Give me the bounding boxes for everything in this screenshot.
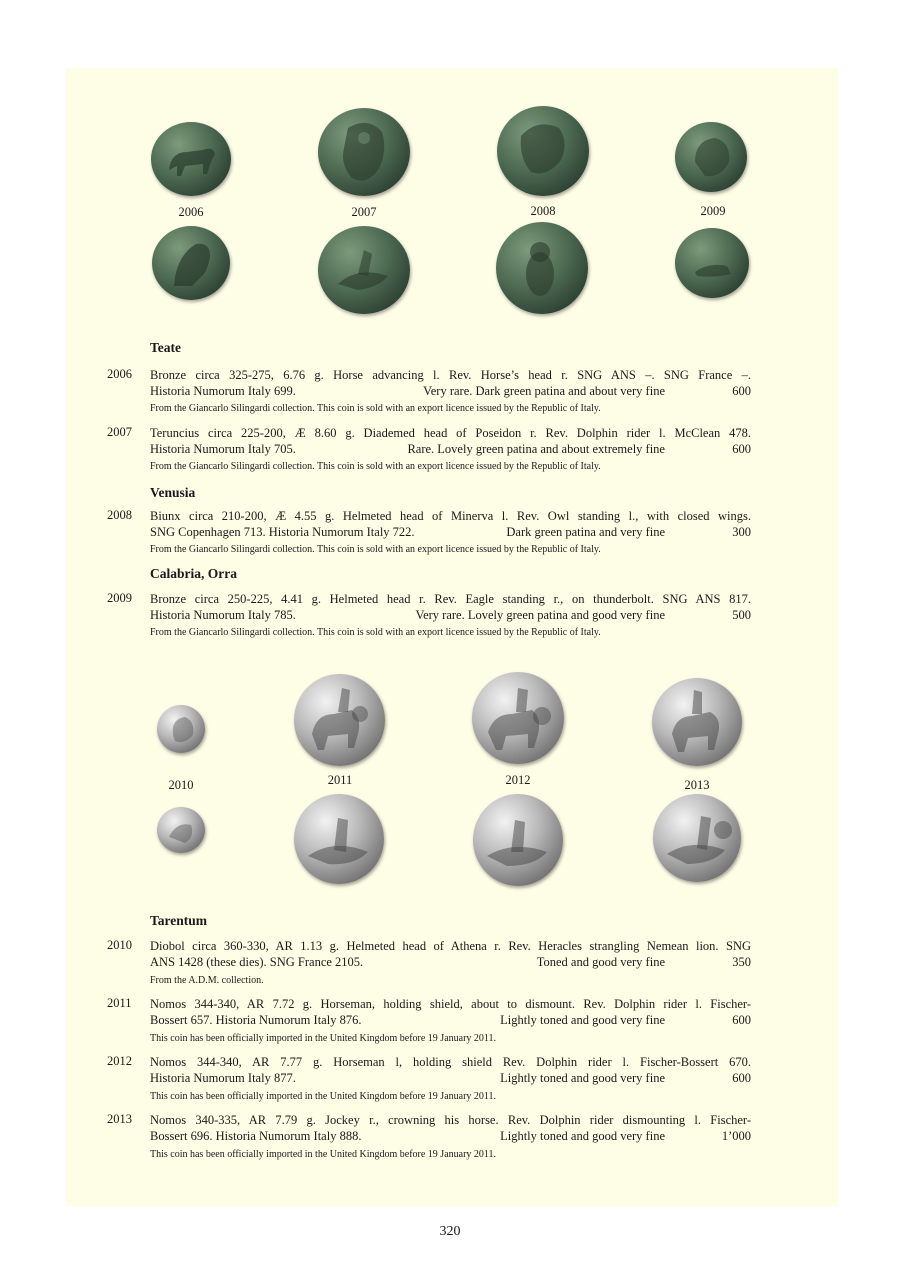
coin-2013-obverse (652, 678, 742, 766)
lot-provenance-note: From the Giancarlo Silingardi collection. This coin is sold with an export licence issued by the Republic of Italy. (150, 403, 601, 414)
lot-number: 2007 (107, 425, 132, 439)
lot-description-line1: Nomos 344-340, AR 7.72 g. Horseman, holding shield, about to dismount. Rev. Dolphin rider l. Fischer- (150, 997, 751, 1011)
lot-description-line2: Historia Numorum Italy 705. (150, 442, 296, 456)
coin-2011-obverse (294, 674, 385, 766)
lot-description-line1: Biunx circa 210-200, Æ 4.55 g. Helmeted head of Minerva l. Rev. Owl standing l., with closed wings. (150, 509, 751, 523)
coin-2012-reverse (473, 794, 563, 886)
lot-provenance-note: From the Giancarlo Silingardi collection. This coin is sold with an export licence issued by the Republic of Italy. (150, 461, 601, 472)
lot-number: 2009 (107, 591, 132, 605)
lot-number: 2008 (107, 508, 132, 522)
lot-provenance-note: This coin has been officially imported in the United Kingdom before 19 January 2011. (150, 1091, 497, 1102)
lot-grade: Very rare. Dark green patina and about very fine (423, 384, 665, 398)
lot-provenance-note: From the Giancarlo Silingardi collection. This coin is sold with an export licence issued by the Republic of Italy. (150, 627, 601, 638)
lot-provenance-note: From the Giancarlo Silingardi collection. This coin is sold with an export licence issued by the Republic of Italy. (150, 544, 601, 555)
lot-description-line1: Nomos 340-335, AR 7.79 g. Jockey r., crowning his horse. Rev. Dolphin rider dismounting l. Fischer- (150, 1113, 751, 1127)
lot-description-line2: Historia Numorum Italy 877. (150, 1071, 296, 1085)
lot-price: 600 (732, 1071, 751, 1085)
coin-2009-reverse (675, 228, 749, 298)
lot-description-line1: Nomos 344-340, AR 7.77 g. Horseman l, holding shield Rev. Dolphin rider l. Fischer-Bossert 670. (150, 1055, 751, 1069)
coin-2006-obverse (151, 122, 231, 196)
section-heading-calabria-orra: Calabria, Orra (150, 566, 237, 581)
lot-price: 300 (732, 525, 751, 539)
lot-provenance-note: This coin has been officially imported in the United Kingdom before 19 January 2011. (150, 1149, 497, 1160)
lot-provenance-note: This coin has been officially imported in the United Kingdom before 19 January 2011. (150, 1033, 497, 1044)
lot-grade: Lightly toned and good very fine (500, 1129, 665, 1143)
lot-description-line1: Bronze circa 250-225, 4.41 g. Helmeted head r. Rev. Eagle standing r., on thunderbolt. SNG ANS 817. (150, 592, 751, 606)
lot-number: 2012 (107, 1054, 132, 1068)
lot-price: 350 (732, 955, 751, 969)
lot-description-line2: Bossert 696. Historia Numorum Italy 888. (150, 1129, 362, 1143)
coin-2007-obverse (318, 108, 410, 196)
section-heading-teate: Teate (150, 340, 181, 355)
lot-price: 600 (732, 442, 751, 456)
coin-2010-reverse (157, 807, 205, 853)
lot-grade: Toned and good very fine (536, 955, 665, 969)
coin-2010-obverse (157, 705, 205, 753)
coin-2007-reverse (318, 226, 410, 314)
coin-label-2013: 2013 (684, 778, 710, 792)
section-heading-venusia: Venusia (150, 485, 196, 500)
coin-2006-reverse (152, 226, 230, 300)
lot-description-line2: SNG Copenhagen 713. Historia Numorum Italy 722. (150, 525, 415, 539)
lot-description-line2: Bossert 657. Historia Numorum Italy 876. (150, 1013, 362, 1027)
lot-number: 2011 (107, 996, 132, 1010)
coin-2008-obverse (497, 106, 589, 196)
coin-2013-reverse (653, 794, 741, 882)
page-number: 320 (439, 1224, 461, 1239)
lot-description-line2: Historia Numorum Italy 699. (150, 384, 296, 398)
lot-description-line1: Bronze circa 325-275, 6.76 g. Horse advancing l. Rev. Horse’s head r. SNG ANS –. SNG France –. (150, 368, 751, 382)
lot-number: 2010 (107, 938, 132, 952)
lot-price: 600 (732, 1013, 751, 1027)
lot-number: 2013 (107, 1112, 132, 1126)
lot-number: 2006 (107, 367, 132, 381)
lot-description-line2: Historia Numorum Italy 785. (150, 608, 296, 622)
lot-price: 600 (732, 384, 751, 398)
coin-label-2011: 2011 (327, 773, 353, 787)
coin-label-2009: 2009 (700, 204, 726, 218)
coin-label-2008: 2008 (530, 204, 556, 218)
coin-label-2010: 2010 (168, 778, 194, 792)
lot-grade: Very rare. Lovely green patina and good very fine (415, 608, 665, 622)
lot-grade: Lightly toned and good very fine (500, 1071, 665, 1085)
lot-grade: Rare. Lovely green patina and about extremely fine (407, 442, 665, 456)
lot-description-line1: Diobol circa 360-330, AR 1.13 g. Helmeted head of Athena r. Rev. Heracles strangling Nemean lion. SNG (150, 939, 751, 953)
coin-label-2007: 2007 (351, 205, 377, 219)
lot-description-line1: Teruncius circa 225-200, Æ 8.60 g. Diademed head of Poseidon r. Rev. Dolphin rider l. McClean 478. (150, 426, 751, 440)
coin-2009-obverse (675, 122, 747, 192)
lot-price: 1’000 (721, 1129, 751, 1143)
section-heading-tarentum: Tarentum (150, 913, 208, 928)
coin-2011-reverse (294, 794, 384, 884)
lot-price: 500 (732, 608, 751, 622)
coin-label-2012: 2012 (505, 773, 531, 787)
coin-2012-obverse (472, 672, 564, 764)
lot-grade: Dark green patina and very fine (506, 525, 665, 539)
coin-label-2006: 2006 (178, 205, 204, 219)
lot-grade: Lightly toned and good very fine (500, 1013, 665, 1027)
coin-2008-reverse (496, 222, 588, 314)
lot-description-line2: ANS 1428 (these dies). SNG France 2105. (150, 955, 364, 969)
lot-provenance-note: From the A.D.M. collection. (150, 975, 264, 986)
